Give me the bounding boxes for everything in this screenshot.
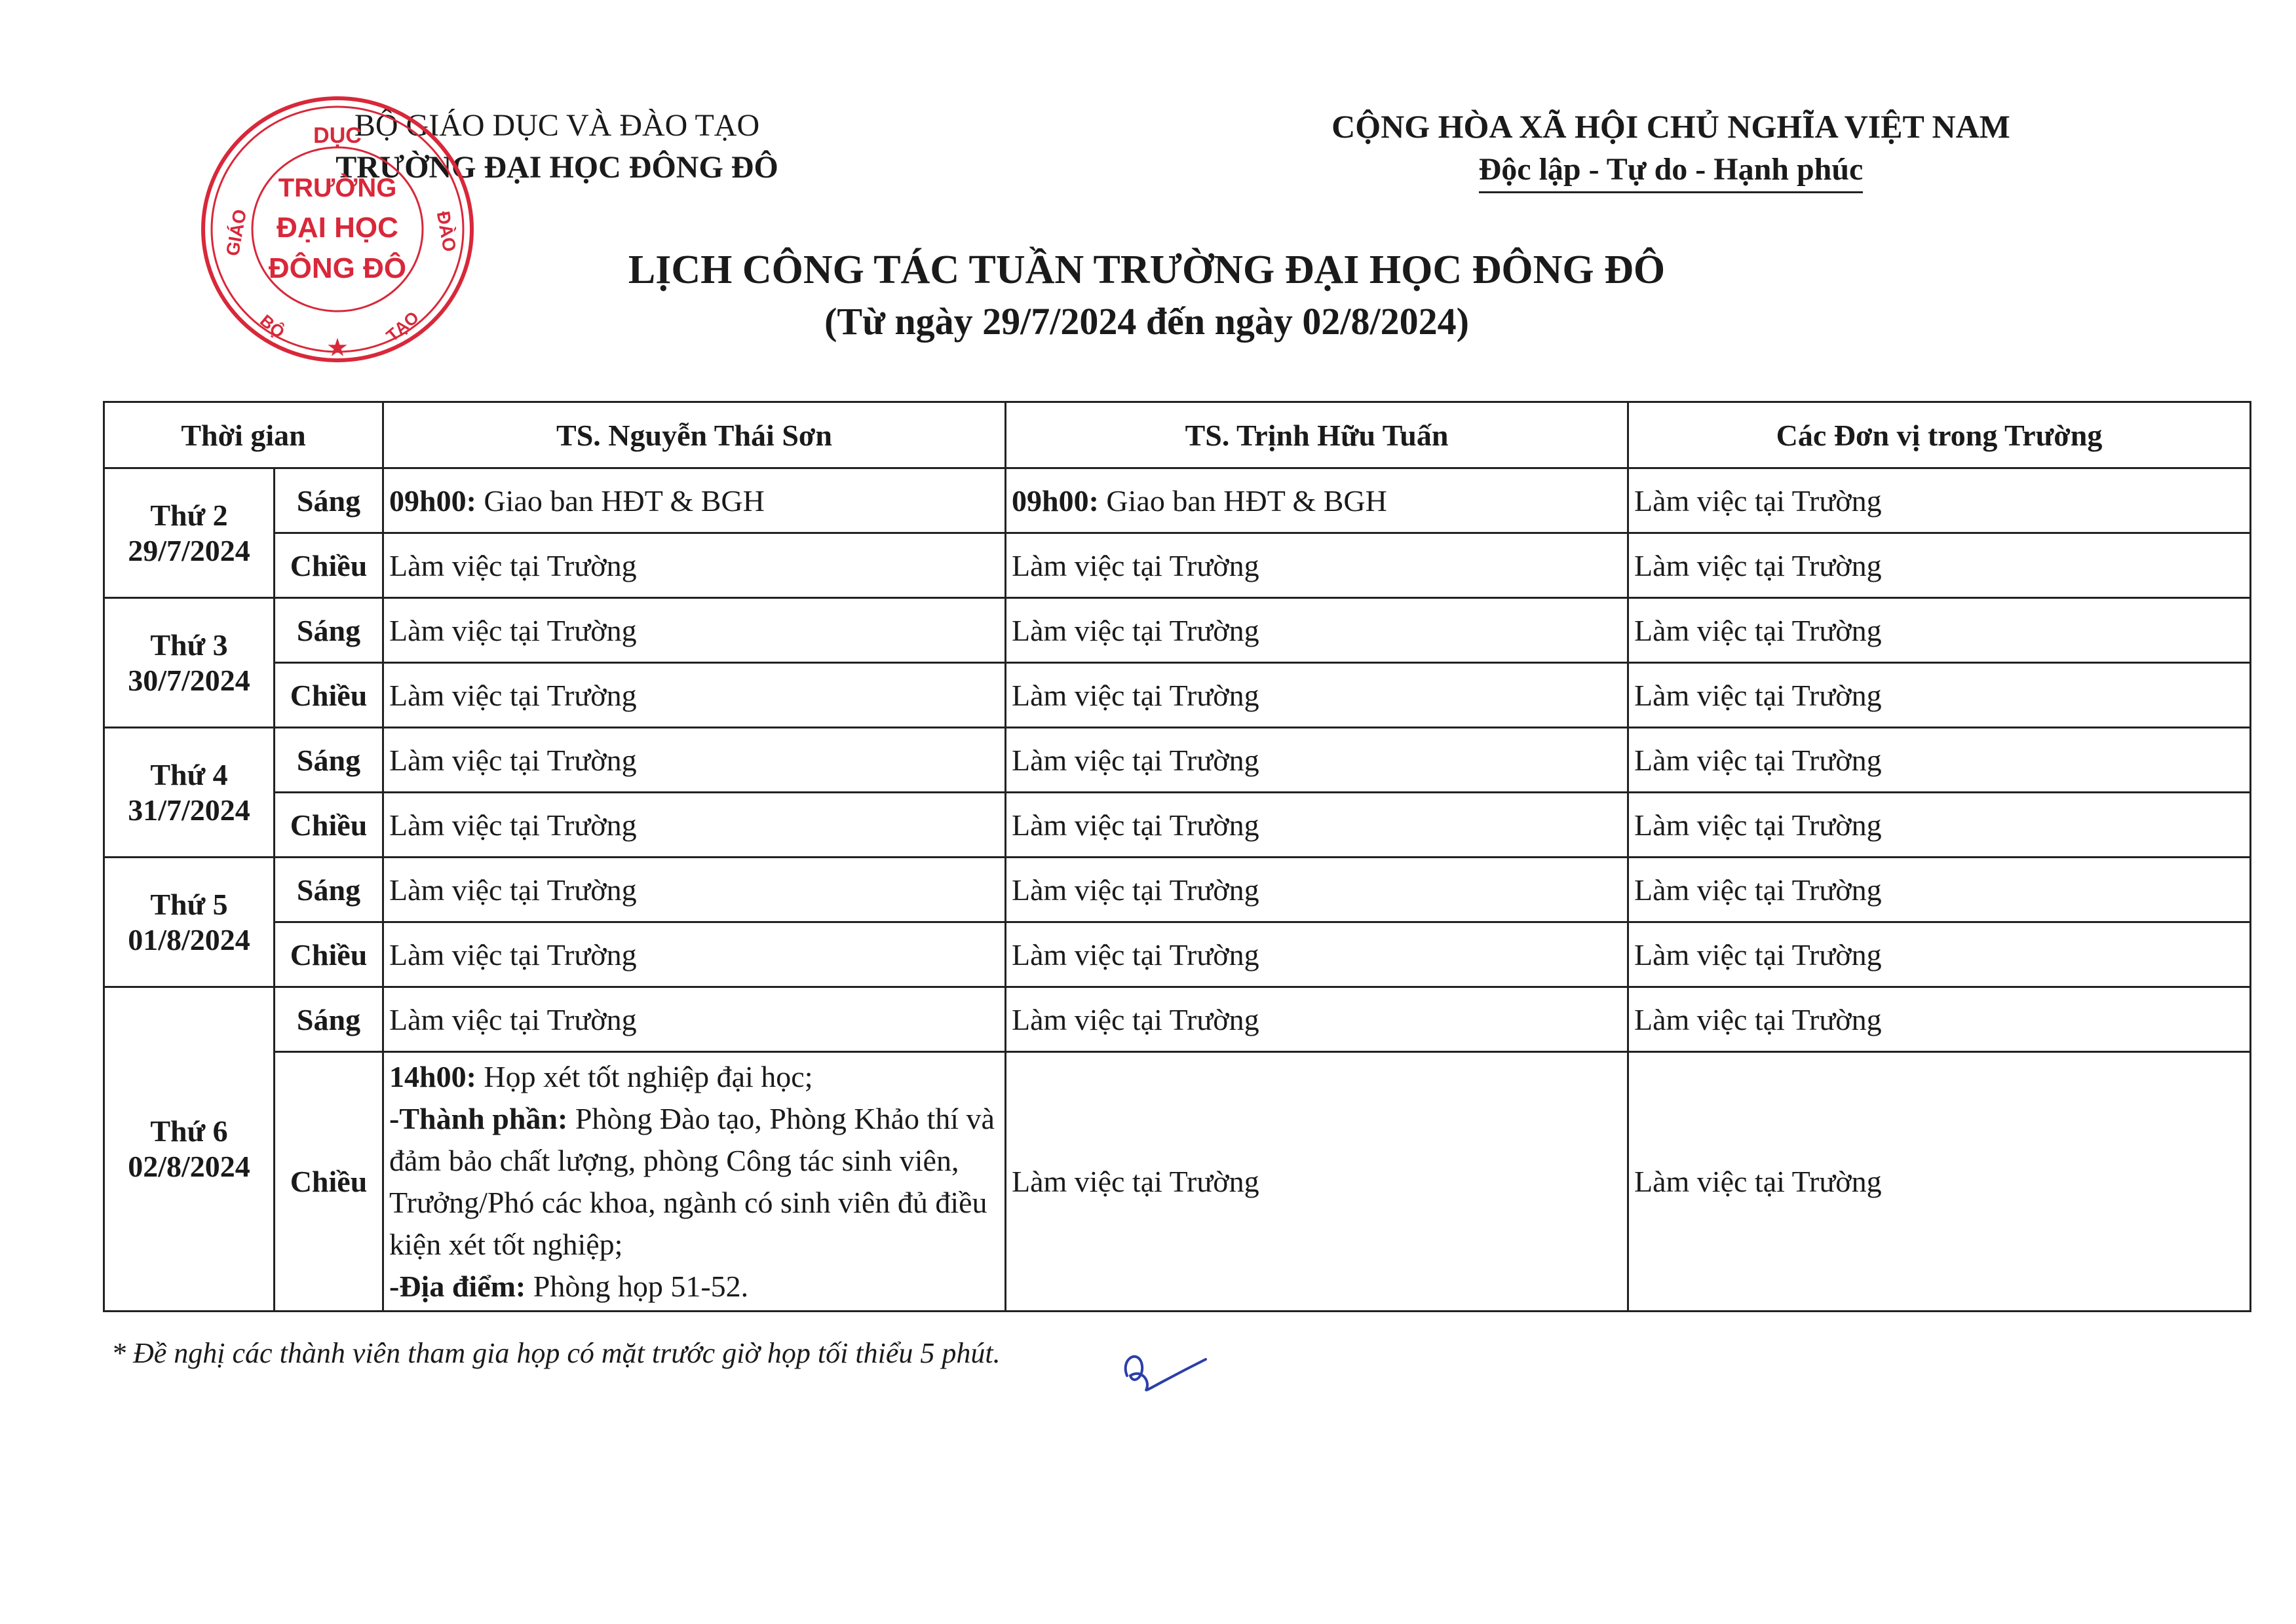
- day-name: Thứ 5: [150, 887, 228, 921]
- table-row: [104, 663, 2251, 728]
- table-row: [104, 987, 2251, 1052]
- schedule-cell: Làm việc tại Trường: [1628, 663, 2251, 728]
- session-cell: Chiều: [275, 663, 383, 728]
- title-block: [524, 244, 1769, 347]
- initials-signature: [1114, 1340, 1212, 1399]
- schedule-cell: [383, 468, 1006, 533]
- page-subtitle: (Từ ngày 29/7/2024 đến ngày 02/8/2024): [824, 300, 1469, 343]
- table-row: [104, 468, 2251, 533]
- schedule-cell: Làm việc tại Trường: [1006, 922, 1628, 987]
- schedule-cell: Làm việc tại Trường: [383, 533, 1006, 598]
- meeting-location: Phòng họp 51-52.: [526, 1269, 749, 1303]
- day-date: 01/8/2024: [128, 922, 250, 956]
- ministry-name: BỘ GIÁO DỤC VÀ ĐÀO TẠO: [354, 108, 760, 143]
- table-row: [104, 598, 2251, 663]
- schedule-cell: Làm việc tại Trường: [383, 922, 1006, 987]
- table-row: [104, 1052, 2251, 1312]
- session-cell: Sáng: [275, 858, 383, 922]
- schedule-cell: Làm việc tại Trường: [1006, 858, 1628, 922]
- header-col-2: TS. Trịnh Hữu Tuấn: [1006, 402, 1628, 468]
- schedule-cell: Làm việc tại Trường: [1628, 987, 2251, 1052]
- country-name: CỘNG HÒA XÃ HỘI CHỦ NGHĨA VIỆT NAM: [1331, 108, 2010, 145]
- meeting-participants-label: -Thành phần:: [389, 1101, 568, 1135]
- schedule-cell: Làm việc tại Trường: [383, 793, 1006, 858]
- header-col-3: Các Đơn vị trong Trường: [1628, 402, 2251, 468]
- header-col-1: TS. Nguyễn Thái Sơn: [383, 402, 1006, 468]
- footnote: * Đề nghị các thành viên tham gia họp có mặt trước giờ họp tối thiểu 5 phút.: [111, 1337, 1001, 1369]
- session-cell: Chiều: [275, 1052, 383, 1312]
- day-cell: [104, 598, 275, 728]
- table-row: [104, 922, 2251, 987]
- session-cell: Chiều: [275, 922, 383, 987]
- schedule-cell: Làm việc tại Trường: [383, 858, 1006, 922]
- session-cell: Sáng: [275, 598, 383, 663]
- session-cell: Sáng: [275, 728, 383, 793]
- meeting-time: 14h00:: [389, 1059, 476, 1093]
- page-title: LỊCH CÔNG TÁC TUẦN TRƯỜNG ĐẠI HỌC ĐÔNG ĐÔ: [628, 248, 1666, 292]
- schedule-cell: Làm việc tại Trường: [383, 728, 1006, 793]
- day-name: Thứ 6: [150, 1114, 228, 1148]
- stamp-top-text: DỤC: [313, 123, 362, 148]
- cell-time: 09h00:: [389, 483, 476, 518]
- day-name: Thứ 4: [150, 757, 228, 791]
- day-date: 30/7/2024: [128, 663, 250, 697]
- day-name: Thứ 2: [150, 498, 228, 532]
- schedule-cell: Làm việc tại Trường: [383, 598, 1006, 663]
- stamp-line-2: ĐẠI HỌC: [277, 212, 398, 244]
- schedule-cell: [1006, 468, 1628, 533]
- schedule-table: [103, 401, 2251, 1312]
- schedule-cell: Làm việc tại Trường: [1006, 533, 1628, 598]
- schedule-cell: Làm việc tại Trường: [383, 663, 1006, 728]
- schedule-cell: Làm việc tại Trường: [1628, 793, 2251, 858]
- meeting-location-label: -Địa điểm:: [389, 1269, 526, 1303]
- schedule-cell: Làm việc tại Trường: [1006, 598, 1628, 663]
- day-cell: [104, 728, 275, 858]
- cell-text: Giao ban HĐT & BGH: [1098, 483, 1387, 518]
- schedule-cell: Làm việc tại Trường: [1628, 468, 2251, 533]
- table-header-row: [104, 402, 2251, 468]
- schedule-cell: Làm việc tại Trường: [1006, 1052, 1628, 1312]
- schedule-cell: Làm việc tại Trường: [383, 987, 1006, 1052]
- table-row: [104, 793, 2251, 858]
- schedule-cell: Làm việc tại Trường: [1006, 663, 1628, 728]
- session-cell: Sáng: [275, 468, 383, 533]
- stamp-left-text: GIÁO: [222, 208, 250, 258]
- stamp-line-1: TRƯỜNG: [278, 174, 397, 202]
- schedule-cell: Làm việc tại Trường: [1628, 598, 2251, 663]
- schedule-cell: Làm việc tại Trường: [1006, 987, 1628, 1052]
- day-cell: [104, 987, 275, 1312]
- schedule-cell: Làm việc tại Trường: [1628, 1052, 2251, 1312]
- stamp-seal: [190, 85, 485, 373]
- day-date: 02/8/2024: [128, 1150, 250, 1183]
- session-cell: Chiều: [275, 793, 383, 858]
- school-name: TRƯỜNG ĐẠI HỌC ĐÔNG ĐÔ: [335, 150, 778, 185]
- cell-text: Giao ban HĐT & BGH: [476, 483, 765, 518]
- cell-time: 09h00:: [1012, 483, 1099, 518]
- schedule-cell: Làm việc tại Trường: [1006, 793, 1628, 858]
- day-name: Thứ 3: [150, 628, 228, 662]
- day-cell: [104, 468, 275, 598]
- table-row: [104, 728, 2251, 793]
- day-date: 29/7/2024: [128, 533, 250, 567]
- day-cell: [104, 858, 275, 987]
- schedule-cell: Làm việc tại Trường: [1628, 728, 2251, 793]
- stamp-right-text: ĐÀO: [432, 210, 461, 254]
- header-right: [1245, 105, 2097, 193]
- stamp-star: ★: [327, 335, 348, 360]
- session-cell: Chiều: [275, 533, 383, 598]
- table-row: [104, 858, 2251, 922]
- stamp-bottom-right: TẠO: [382, 307, 423, 346]
- schedule-cell: Làm việc tại Trường: [1006, 728, 1628, 793]
- stamp-bottom-left: BỘ: [256, 311, 289, 343]
- meeting-participants: Phòng Đào tạo, Phòng Khảo thí và đảm bảo chất lượng, phòng Công tác sinh viên, Trưởng/Phó các khoa, ngành có sinh viên đủ điều kiện xét tốt nghiệp;: [389, 1101, 995, 1261]
- stamp-line-3: ĐÔNG ĐÔ: [268, 252, 407, 284]
- schedule-cell: Làm việc tại Trường: [1628, 922, 2251, 987]
- motto: Độc lập - Tự do - Hạnh phúc: [1479, 148, 1864, 193]
- day-date: 31/7/2024: [128, 793, 250, 827]
- table-row: [104, 533, 2251, 598]
- schedule-cell: Làm việc tại Trường: [1628, 533, 2251, 598]
- header-time: Thời gian: [104, 402, 383, 468]
- meeting-title: Họp xét tốt nghiệp đại học;: [476, 1059, 813, 1093]
- session-cell: Sáng: [275, 987, 383, 1052]
- schedule-cell: Làm việc tại Trường: [1628, 858, 2251, 922]
- meeting-cell: [383, 1052, 1006, 1312]
